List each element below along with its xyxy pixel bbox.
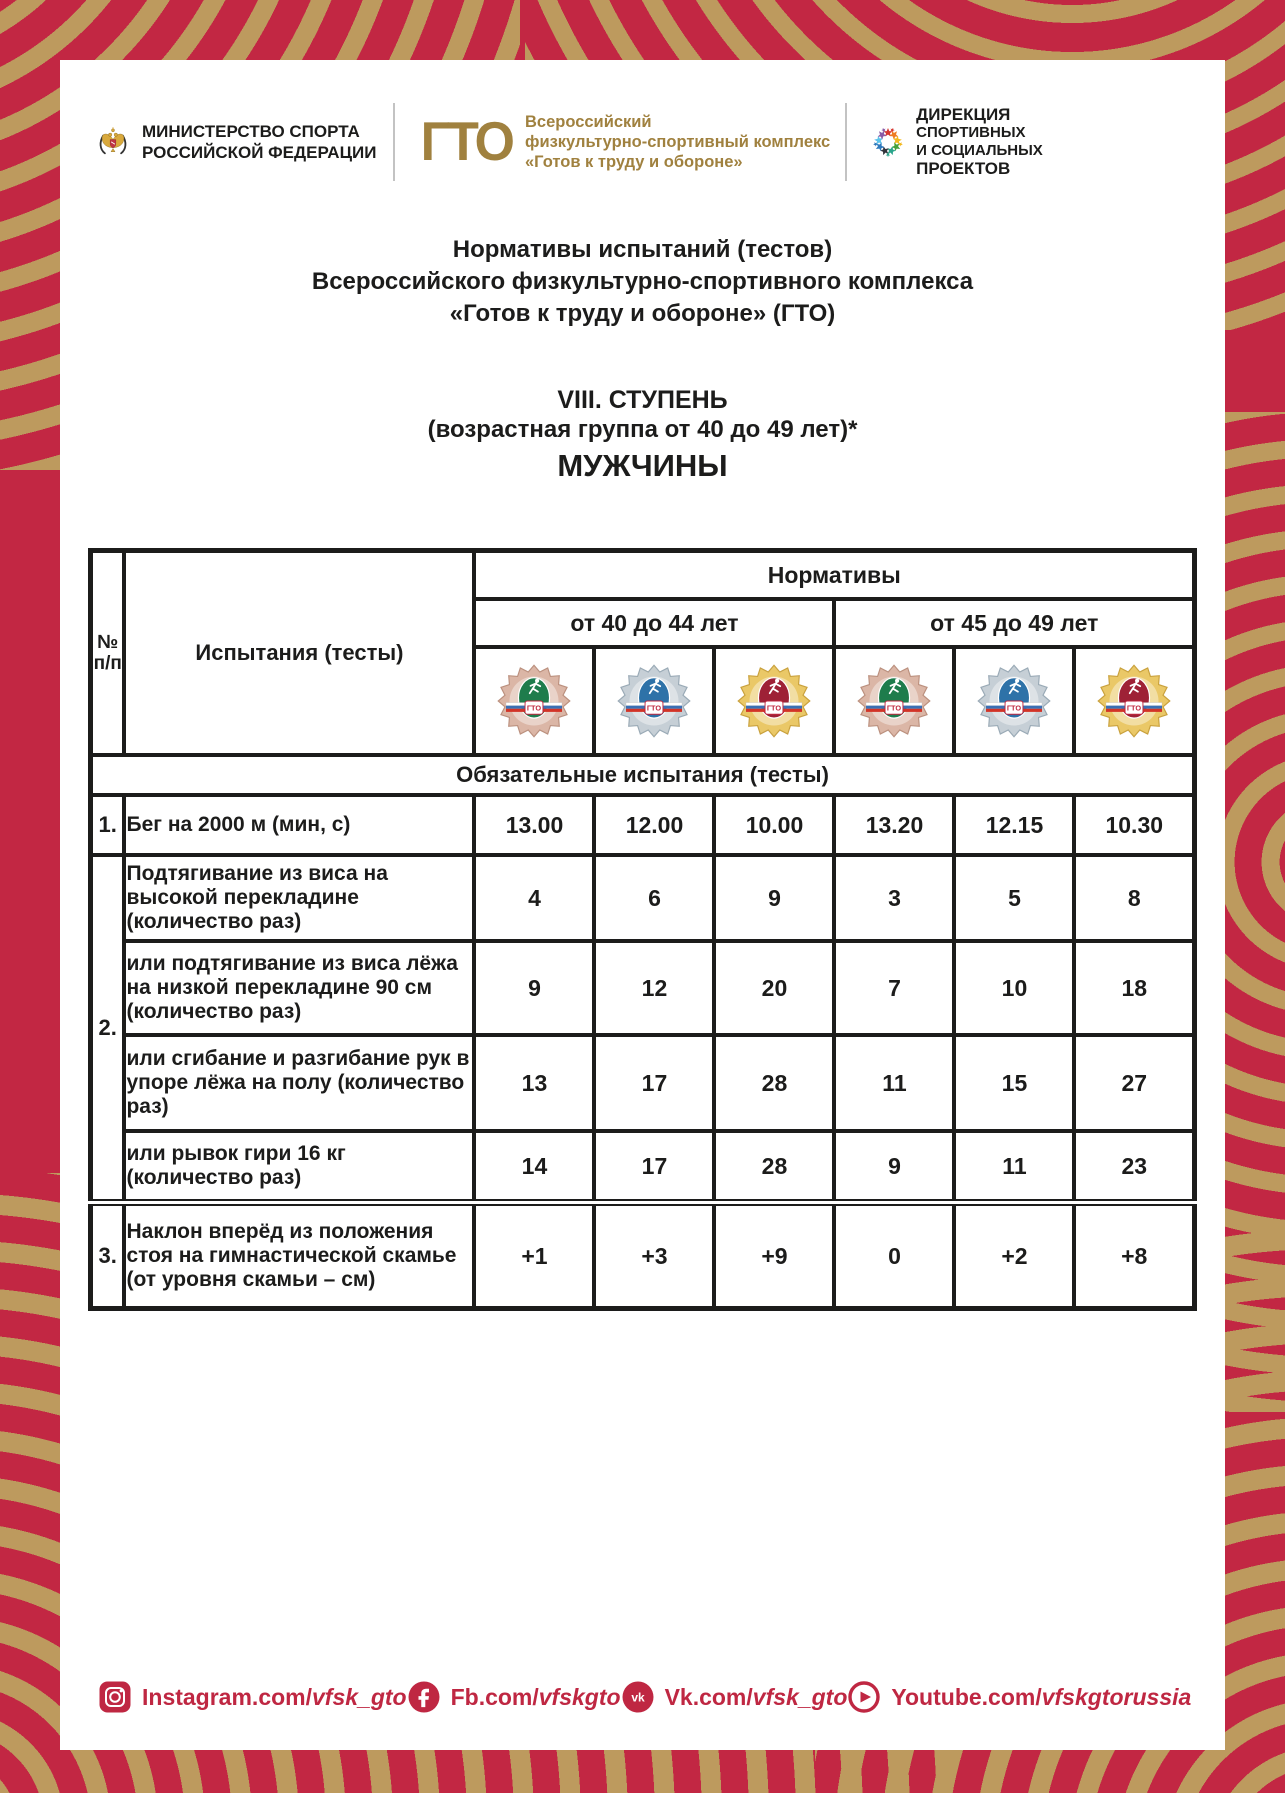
gto-caption-line1: Всероссийский	[525, 113, 652, 131]
stage-title: VIII. СТУПЕНЬ	[557, 386, 728, 414]
test-name: Наклон вперёд из положения стоя на гимнастической скамье (от уровня скамьи – см)	[124, 1203, 474, 1309]
value-cell: 10	[954, 941, 1074, 1035]
test-name: или рывок гири 16 кг (количество раз)	[124, 1131, 474, 1203]
youtube-link	[847, 1680, 1191, 1714]
value-cell: 17	[594, 1035, 714, 1131]
social-links	[98, 1680, 1192, 1714]
value-cell: +1	[474, 1203, 594, 1309]
badge-cell	[954, 647, 1074, 755]
table-row	[90, 1131, 1194, 1203]
ministry-logo	[96, 121, 393, 163]
facebook-link	[407, 1680, 621, 1714]
gto-badge-silver-icon	[615, 659, 693, 743]
age-group: (возрастная группа от 40 до 49 лет)*	[427, 416, 858, 443]
document-sheet	[60, 60, 1225, 1750]
value-cell: 12.00	[594, 795, 714, 855]
value-cell: 27	[1074, 1035, 1194, 1131]
facebook-icon	[407, 1680, 441, 1714]
link-handle: vfskgtorussia	[1041, 1683, 1192, 1710]
column-header-tests: Испытания (тесты)	[124, 551, 474, 756]
value-cell: +2	[954, 1203, 1074, 1309]
instagram-link	[98, 1680, 407, 1714]
value-cell: 13.00	[474, 795, 594, 855]
row-number: 1.	[90, 795, 124, 855]
value-cell: 20	[714, 941, 834, 1035]
svg-text:vk: vk	[630, 1690, 645, 1705]
section-header-mandatory: Обязательные испытания (тесты)	[90, 755, 1194, 795]
value-cell: 17	[594, 1131, 714, 1203]
value-cell: 10.30	[1074, 795, 1194, 855]
value-cell: 10.00	[714, 795, 834, 855]
instagram-icon	[98, 1680, 132, 1714]
value-cell: 5	[954, 855, 1074, 941]
value-cell: 12	[594, 941, 714, 1035]
link-handle: vfsk_gto	[312, 1683, 407, 1710]
table-row	[90, 855, 1194, 941]
value-cell: 11	[954, 1131, 1074, 1203]
value-cell: 9	[714, 855, 834, 941]
gto-logo-caption	[525, 112, 830, 172]
stage-block	[60, 386, 1225, 484]
vk-link	[621, 1680, 848, 1714]
value-cell: +9	[714, 1203, 834, 1309]
value-cell: 0	[834, 1203, 954, 1309]
title-line1: Нормативы испытаний (тестов)	[452, 236, 833, 263]
value-cell: +3	[594, 1203, 714, 1309]
badge-cell	[1074, 647, 1194, 755]
direction-line1: ДИРЕКЦИЯ	[916, 105, 1011, 124]
test-name: или сгибание и разгибание рук в упоре лёжа на полу (количество раз)	[124, 1035, 474, 1131]
value-cell: 11	[834, 1035, 954, 1131]
direction-line4: ПРОЕКТОВ	[916, 159, 1011, 178]
num-header-line2: п/п	[93, 653, 122, 674]
gto-caption-line3: «Готов к труду и обороне»	[525, 153, 743, 171]
title-line3: «Готов к труду и обороне» (ГТО)	[449, 300, 836, 327]
ministry-name-line2: РОССИЙСКОЙ ФЕДЕРАЦИИ	[142, 143, 377, 162]
link-prefix: Fb.com/	[450, 1683, 539, 1710]
link-prefix: Instagram.com/	[142, 1683, 312, 1710]
value-cell: 9	[834, 1131, 954, 1203]
badge-cell	[594, 647, 714, 755]
direction-line2: СПОРТИВНЫХ	[916, 124, 1026, 141]
value-cell: 15	[954, 1035, 1074, 1131]
row-number: 3.	[90, 1203, 124, 1309]
direction-logo	[847, 106, 1191, 178]
ministry-name	[142, 121, 376, 163]
link-prefix: Youtube.com/	[891, 1683, 1042, 1710]
gto-caption-line2: физкультурно-спортивный комплекс	[525, 133, 831, 151]
badge-cell	[834, 647, 954, 755]
table-row	[90, 1203, 1194, 1309]
table-row	[90, 795, 1194, 855]
direction-stars-icon	[871, 125, 905, 159]
gto-badge-silver-icon	[975, 659, 1053, 743]
column-header-number	[90, 551, 124, 756]
value-cell: 7	[834, 941, 954, 1035]
value-cell: 9	[474, 941, 594, 1035]
youtube-icon	[847, 1680, 881, 1714]
ministry-emblem-icon	[96, 125, 130, 159]
column-header-norms: Нормативы	[474, 551, 1194, 600]
table-row	[90, 1035, 1194, 1131]
header-logos	[96, 90, 1191, 194]
value-cell: 28	[714, 1035, 834, 1131]
title-line2: Всероссийского физкультурно-спортивного комплекса	[311, 268, 974, 295]
vk-icon	[621, 1680, 655, 1714]
gender-title: МУЖЧИНЫ	[557, 448, 728, 483]
badge-cell	[714, 647, 834, 755]
value-cell: 14	[474, 1131, 594, 1203]
table-row	[90, 941, 1194, 1035]
row-number: 2.	[90, 855, 124, 1203]
age-group-45-49-header: от 45 до 49 лет	[834, 599, 1194, 647]
value-cell: 3	[834, 855, 954, 941]
age-group-40-44-header: от 40 до 44 лет	[474, 599, 834, 647]
num-header-line1: №	[97, 632, 119, 653]
value-cell: 23	[1074, 1131, 1194, 1203]
gto-badge-bronze-icon	[855, 659, 933, 743]
value-cell: 12.15	[954, 795, 1074, 855]
value-cell: 28	[714, 1131, 834, 1203]
value-cell: 13.20	[834, 795, 954, 855]
document-title	[60, 234, 1225, 330]
badge-cell	[474, 647, 594, 755]
gto-badge-bronze-icon	[495, 659, 573, 743]
test-name: Бег на 2000 м (мин, с)	[124, 795, 474, 855]
gto-badge-gold-icon	[1095, 659, 1173, 743]
gto-logo	[395, 112, 846, 172]
gto-badge-gold-icon	[735, 659, 813, 743]
value-cell: 8	[1074, 855, 1194, 941]
test-name: или подтягивание из виса лёжа на низкой перекладине 90 см (количество раз)	[124, 941, 474, 1035]
link-handle: vfsk_gto	[752, 1683, 848, 1710]
link-prefix: Vk.com/	[664, 1683, 753, 1710]
value-cell: 6	[594, 855, 714, 941]
direction-name	[916, 106, 1043, 178]
direction-line3: И СОЦИАЛЬНЫХ	[916, 142, 1043, 159]
value-cell: 18	[1074, 941, 1194, 1035]
value-cell: +8	[1074, 1203, 1194, 1309]
ministry-name-line1: МИНИСТЕРСТВО СПОРТА	[142, 122, 360, 141]
value-cell: 13	[474, 1035, 594, 1131]
link-handle: vfskgto	[538, 1683, 621, 1710]
gto-logo-mark: ГТО	[420, 111, 512, 173]
value-cell: 4	[474, 855, 594, 941]
norms-table	[88, 548, 1197, 1311]
test-name: Подтягивание из виса на высокой перекладине (количество раз)	[124, 855, 474, 941]
